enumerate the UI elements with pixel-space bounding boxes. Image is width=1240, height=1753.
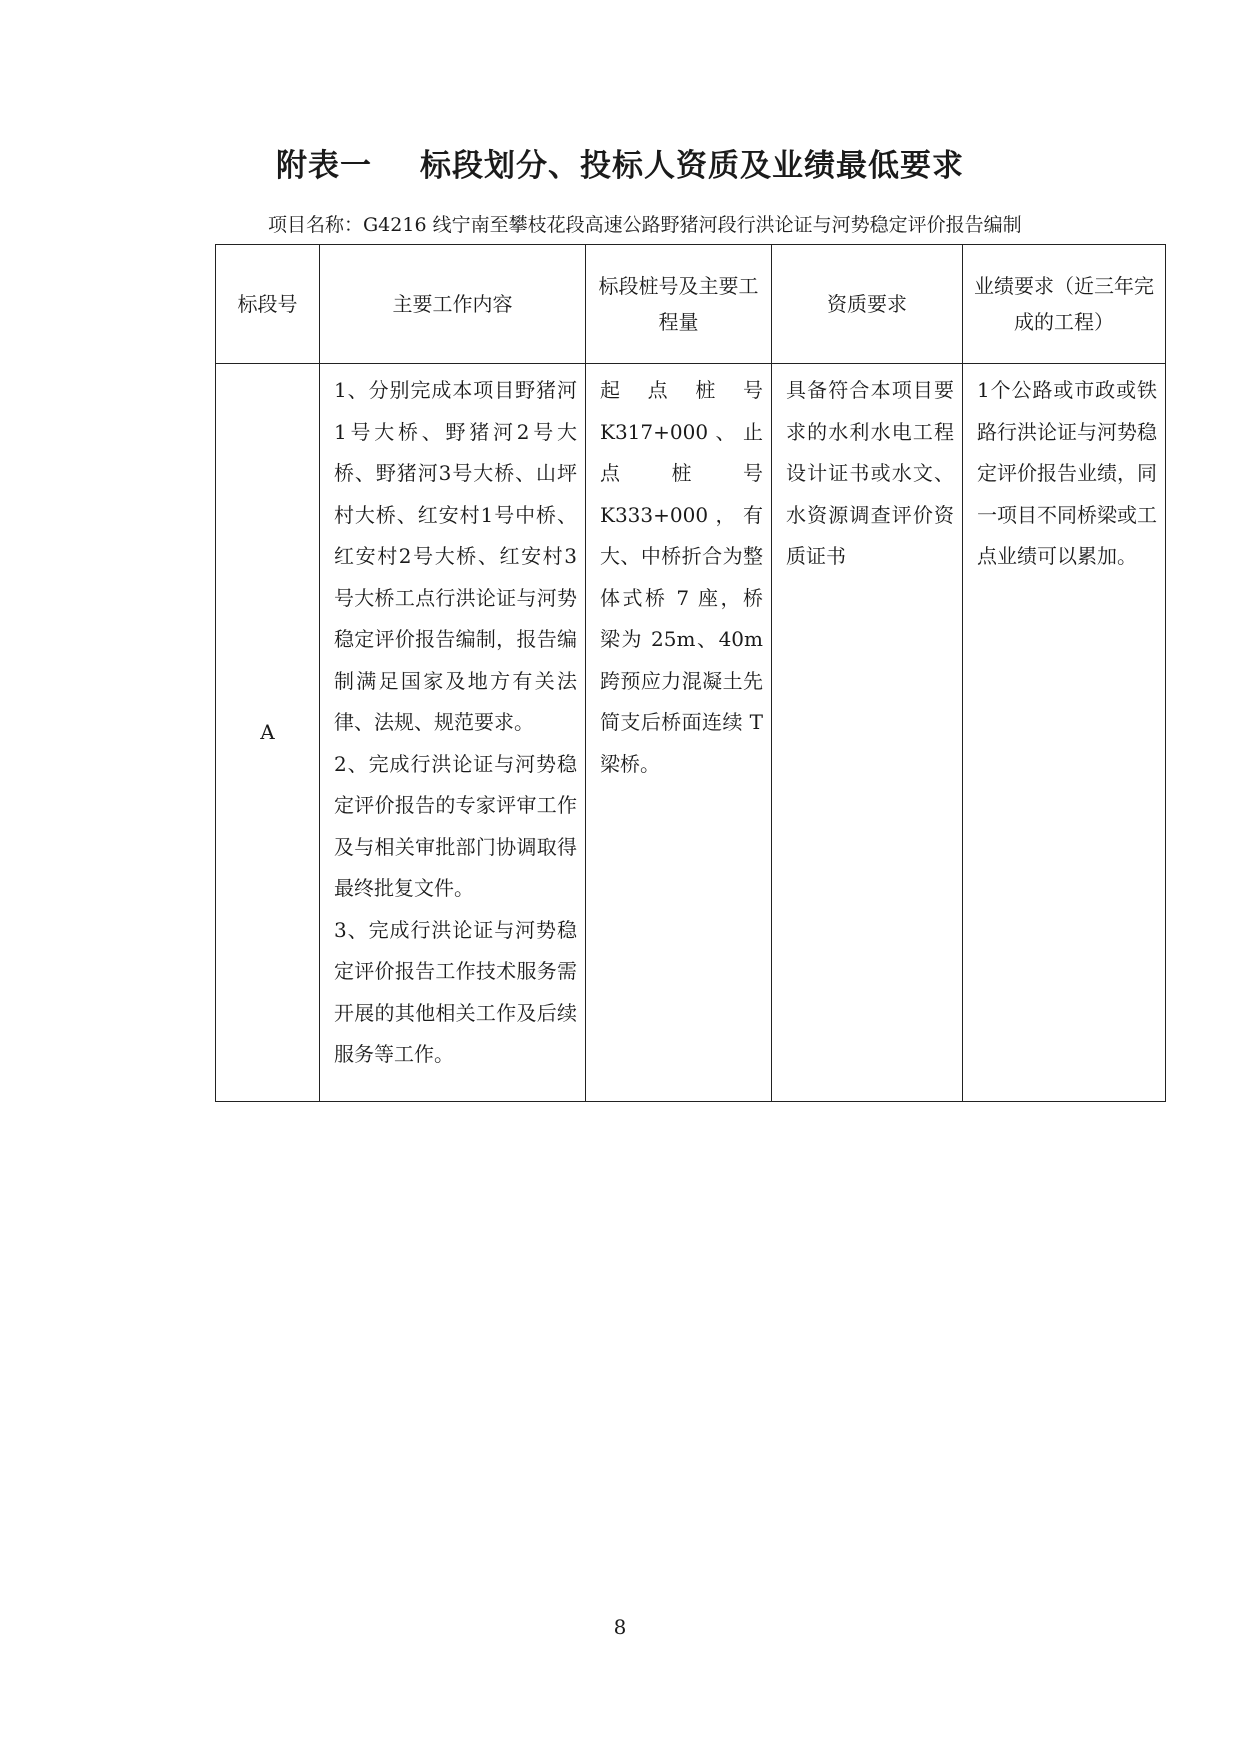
- header-stake: 标段桩号及主要工程量: [586, 245, 772, 364]
- requirements-table: [215, 244, 1166, 1102]
- work-item-2: 2、完成行洪论证与河势稳定评价报告的专家评审工作及与相关审批部门协调取得最终批复文件。: [334, 751, 577, 900]
- title-main: 标段划分、投标人资质及业绩最低要求: [420, 148, 964, 184]
- work-item-3: 3、完成行洪论证与河势稳定评价报告工作技术服务需开展的其他相关工作及后续服务等工作。: [334, 917, 577, 1066]
- cell-work: [320, 364, 586, 1102]
- work-item-1: 1、分别完成本项目野猪河1号大桥、野猪河2号大桥、野猪河3号大桥、山坪村大桥、红安村1号中桥、红安村2号大桥、红安村3号大桥工点行洪论证与河势稳定评价报告编制，报告编制满足国家及地方有关法律、法规、规范要求。: [334, 378, 577, 734]
- table-row: [216, 364, 1166, 1102]
- cell-performance: 1个公路或市政或铁路行洪论证与河势稳定评价报告业绩，同一项目不同桥梁或工点业绩可以累加。: [963, 364, 1166, 1102]
- header-segment: 标段号: [216, 245, 320, 364]
- title-prefix: 附表一: [276, 148, 372, 184]
- cell-qualification: 具备符合本项目要求的水利水电工程设计证书或水文、水资源调查评价资质证书: [772, 364, 963, 1102]
- table-header-row: [216, 245, 1166, 364]
- project-name: 项目名称：G4216 线宁南至攀枝花段高速公路野猪河段行洪论证与河势稳定评价报告编制: [268, 214, 1022, 236]
- cell-segment: A: [216, 364, 320, 1102]
- document-title: [0, 140, 1240, 185]
- cell-stake: 起点桩号K317+000、止点桩号 K333+000，有大、中桥折合为整体式桥 7 座，桥梁为 25m、40m 跨预应力混凝土先简支后桥面连续 T 梁桥。: [586, 364, 772, 1102]
- header-work: 主要工作内容: [320, 245, 586, 364]
- header-qualification: 资质要求: [772, 245, 963, 364]
- header-performance: 业绩要求（近三年完成的工程）: [963, 245, 1166, 364]
- page-number: 8: [613, 1615, 627, 1639]
